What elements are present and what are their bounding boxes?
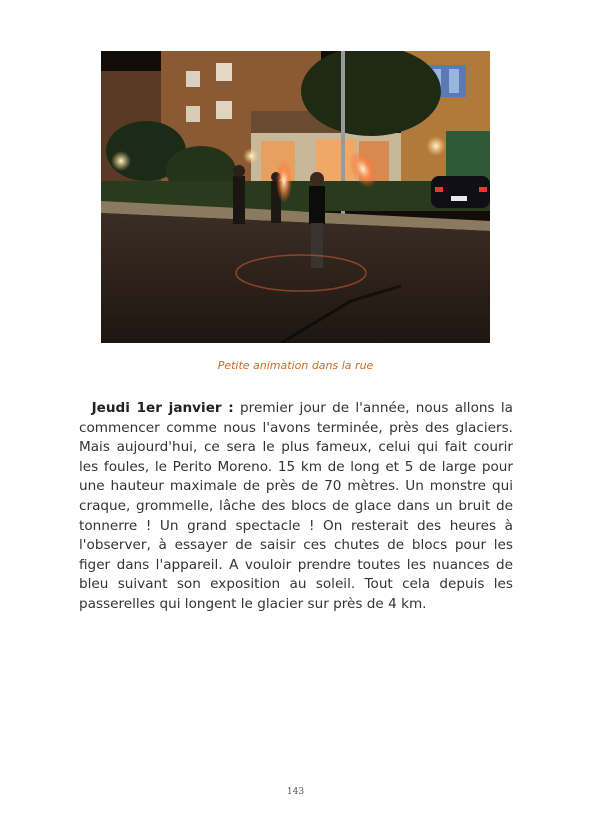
page-number: 143	[286, 787, 305, 797]
body-paragraph	[79, 399, 513, 615]
paragraph-text: premier jour de l'année, nous allons la commencer comme nous l'avons terminée, près des glaciers. Mais aujourd'hui, ce sera le plus fameux, celui qui fait courir les foules, le Perito Moreno. 15 km de long et 5 de large pour une hauteur maximale de près de 70 mètres. Un monstre qui craque, grommelle, lâche des blocs de glace dans un bruit de tonnerre ! Un grand spectacle ! On resterait des heures à l'observer, à essayer de saisir ces chutes de blocs pour les figer dans l'appareil. A vouloir prendre toutes les nuances de bleu suivant son exposition au soleil. Tout cela depuis les passerelles qui longent le glacier sur près de 4 km.	[79, 400, 513, 612]
street-night-photo	[101, 51, 490, 343]
figure-caption: Petite animation dans la rue	[217, 359, 374, 372]
paragraph-lead: Jeudi 1er janvier :	[91, 400, 234, 416]
